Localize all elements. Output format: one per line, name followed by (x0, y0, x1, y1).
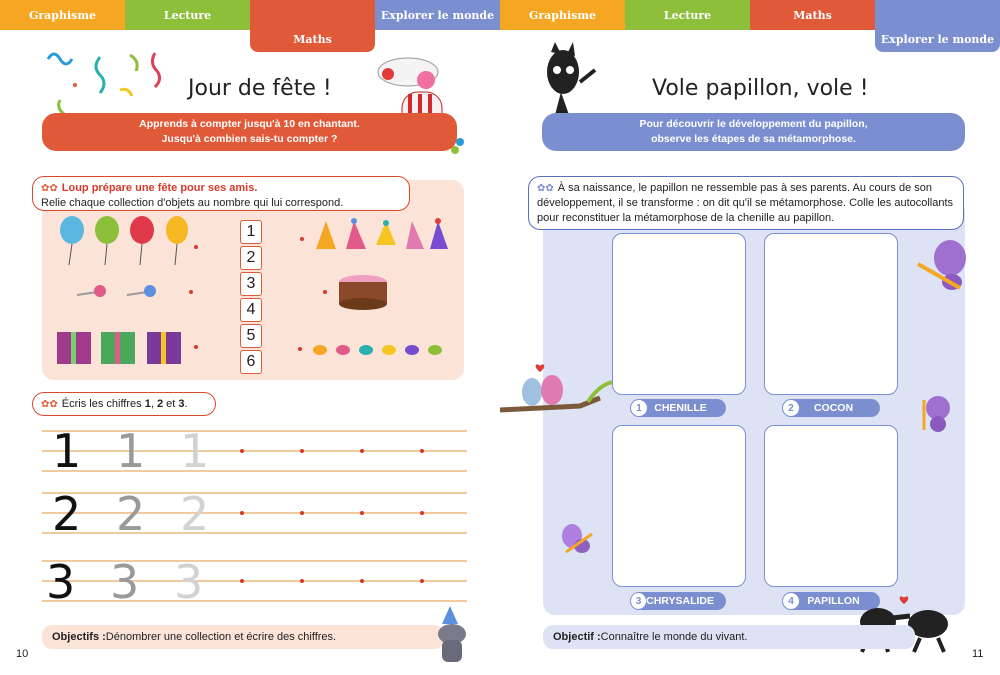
number-box-1[interactable]: 1 (240, 220, 262, 244)
stage-label-2 (782, 399, 880, 417)
paw-icon: ✿✿ (41, 183, 58, 194)
start-dot[interactable] (300, 511, 304, 515)
party-blowers-group (75, 280, 165, 302)
writing-line (42, 430, 467, 432)
right-instruction (528, 176, 964, 230)
connect-dot[interactable] (189, 290, 193, 294)
exercise-2-digit-3: 3 (178, 398, 185, 410)
writing-line (42, 492, 467, 494)
writing-line (42, 560, 467, 562)
stage-name: CHENILLE (654, 402, 707, 414)
writing-line (42, 450, 467, 452)
start-dot[interactable] (360, 449, 364, 453)
right-objective-text: Connaître le monde du vivant. (600, 631, 748, 643)
right-banner-line1: Pour découvrir le développement du papillon, (639, 118, 868, 130)
stage-name: COCON (813, 402, 854, 414)
right-banner-line2: observe les étapes de sa métamorphose. (651, 133, 856, 145)
trace-digit-3-light[interactable]: 3 (174, 555, 204, 609)
start-dot[interactable] (300, 579, 304, 583)
connect-dot[interactable] (194, 245, 198, 249)
connect-dot[interactable] (298, 347, 302, 351)
exercise-2-digit-2: 2 (156, 398, 164, 410)
tab-graphisme-left[interactable]: Graphisme (0, 0, 125, 30)
start-dot[interactable] (420, 511, 424, 515)
start-dot[interactable] (240, 449, 244, 453)
gifts-group (55, 322, 185, 367)
exercise-2-separator: et (163, 398, 179, 410)
model-digit-2: 2 (52, 487, 82, 541)
sticker-slot-cocon[interactable] (764, 233, 898, 395)
paw-icon: ✿✿ (537, 183, 554, 194)
trace-digit-1[interactable]: 1 (116, 424, 146, 478)
right-objective-bar (543, 625, 915, 649)
trace-digit-2-light[interactable]: 2 (180, 487, 210, 541)
number-box-2[interactable]: 2 (240, 246, 262, 270)
right-objective-label: Objectif : (553, 631, 601, 643)
trace-digit-2[interactable]: 2 (116, 487, 146, 541)
sticker-slot-chrysalide[interactable] (612, 425, 746, 587)
tab-maths-left[interactable]: Maths (250, 0, 375, 52)
start-dot[interactable] (420, 449, 424, 453)
tab-lecture-left[interactable]: Lecture (125, 0, 250, 30)
stage-number: 3 (631, 593, 646, 609)
connect-dot[interactable] (194, 345, 198, 349)
left-banner-line2: Jusqu'à combien sais-tu compter ? (161, 133, 338, 145)
left-objective-text: Dénombrer une collection et écrire des chiffres. (105, 631, 337, 643)
trace-digit-1-light[interactable]: 1 (180, 424, 210, 478)
exercise-2-prefix: Écris les chiffres (61, 398, 145, 410)
butterfly-icon (558, 522, 598, 558)
butterfly-icon (908, 236, 970, 298)
page-number-left: 10 (16, 648, 29, 660)
stage-number: 2 (783, 400, 799, 416)
right-banner (542, 113, 965, 151)
birds-on-branch-illustration (500, 362, 615, 432)
butterfly-icon (918, 394, 954, 436)
number-box-6[interactable]: 6 (240, 350, 262, 374)
left-banner-line1: Apprends à compter jusqu'à 10 en chantant. (139, 118, 360, 130)
model-digit-1: 1 (52, 424, 82, 478)
trace-digit-3[interactable]: 3 (110, 555, 140, 609)
start-dot[interactable] (300, 449, 304, 453)
connect-dot[interactable] (300, 237, 304, 241)
birthday-cake (336, 272, 391, 312)
right-instruction-text: À sa naissance, le papillon ne ressemble pas à ses parents. Au cours de son développement, il se transforme : on dit qu'il se métamorphose. Colle les autocollants pour reconstituer la métamorphose de la chenille au papillon. (537, 182, 954, 224)
stage-name: PAPILLON (807, 595, 860, 607)
start-dot[interactable] (240, 511, 244, 515)
paw-icon: ✿✿ (41, 399, 58, 410)
right-page-title: Vole papillon, vole ! (652, 76, 869, 101)
model-digit-3: 3 (46, 555, 76, 609)
page-number-right: 11 (972, 648, 984, 660)
sticker-slot-chenille[interactable] (612, 233, 746, 395)
left-page-title: Jour de fête ! (188, 76, 332, 101)
exercise-1-text: Relie chaque collection d'objets au nombre qui lui correspond. (41, 197, 344, 209)
number-box-4[interactable]: 4 (240, 298, 262, 322)
number-box-3[interactable]: 3 (240, 272, 262, 296)
exercise-2-instruction (32, 392, 216, 416)
exercise-2-separator: , (150, 398, 157, 410)
candies-group (310, 338, 460, 362)
exercise-1-title: Loup prépare une fête pour ses amis. (61, 182, 258, 194)
writing-line (42, 470, 467, 472)
left-banner (42, 113, 457, 151)
start-dot[interactable] (240, 579, 244, 583)
tab-maths-right[interactable]: Maths (750, 0, 875, 30)
writing-line (42, 512, 467, 514)
start-dot[interactable] (360, 579, 364, 583)
stage-number: 1 (631, 400, 647, 416)
balloons-group (55, 215, 190, 270)
stage-label-3 (630, 592, 726, 610)
exercise-2-end: . (184, 398, 188, 410)
number-box-5[interactable]: 5 (240, 324, 262, 348)
writing-line (42, 532, 467, 534)
exercise-1-instruction (32, 176, 410, 211)
stage-label-1 (630, 399, 726, 417)
left-objective-label: Objectifs : (52, 631, 106, 643)
wolf-party-hat-illustration (428, 606, 478, 664)
tab-graphisme-right[interactable]: Graphisme (500, 0, 625, 30)
stage-name: CHRYSALIDE (646, 595, 714, 607)
party-hats-group (312, 215, 452, 253)
exercise-2-digit-1: 1 (144, 398, 151, 410)
stage-number: 4 (783, 593, 799, 609)
left-objective-bar (42, 625, 444, 649)
tab-lecture-right[interactable]: Lecture (625, 0, 750, 30)
writing-line (42, 580, 467, 582)
tab-explorer-left[interactable]: Explorer le monde (375, 0, 500, 30)
sticker-slot-papillon[interactable] (764, 425, 898, 587)
start-dot[interactable] (360, 511, 364, 515)
start-dot[interactable] (420, 579, 424, 583)
writing-line (42, 600, 467, 602)
tab-explorer-right[interactable]: Explorer le monde (875, 0, 1000, 52)
connect-dot[interactable] (323, 290, 327, 294)
